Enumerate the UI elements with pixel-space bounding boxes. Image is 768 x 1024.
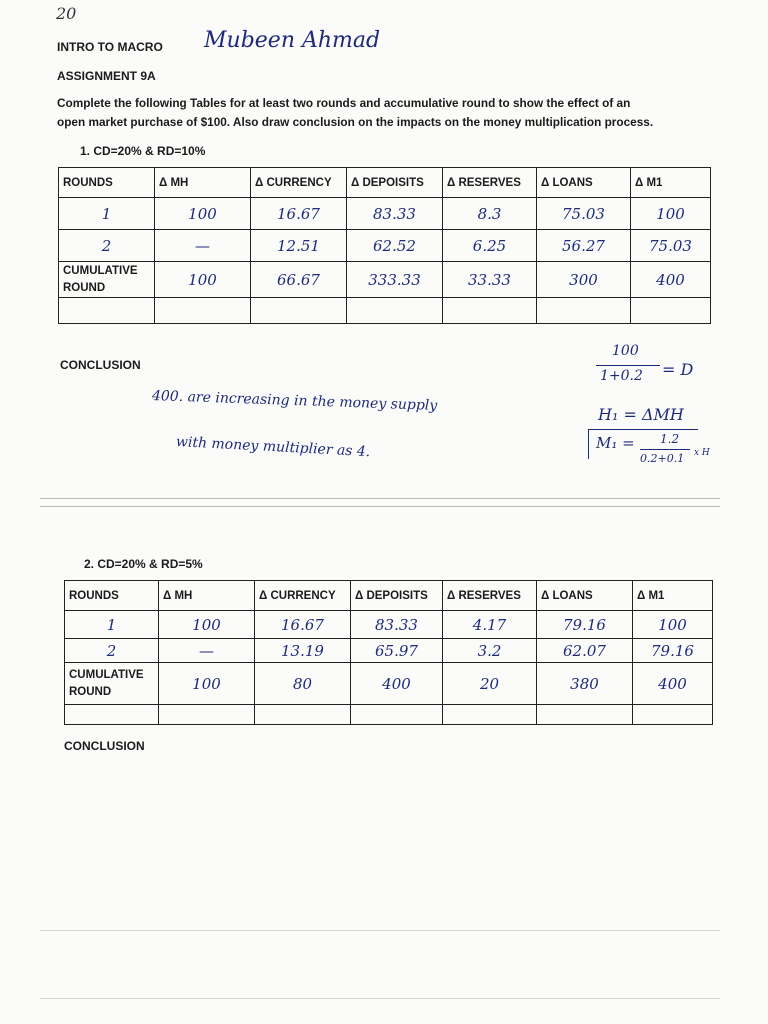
- cell-loans: 56.27: [537, 230, 631, 262]
- cell-reserves: 4.17: [443, 611, 537, 639]
- cell-round: 2: [65, 639, 159, 663]
- table1-header-row: [59, 168, 711, 198]
- col-header-reserves: Δ RESERVES: [443, 581, 537, 611]
- cell-reserves: 20: [443, 663, 537, 705]
- table-row-empty: [59, 298, 711, 324]
- col-header-deposits: Δ DEPOISITS: [347, 168, 443, 198]
- cell-mh: 100: [155, 198, 251, 230]
- cell-m1: 400: [631, 262, 711, 298]
- cell-currency: 16.67: [255, 611, 351, 639]
- table2-conclusion-label: CONCLUSION: [64, 739, 145, 753]
- cell-mh: 100: [155, 262, 251, 298]
- table1-conclusion-text-1: 400. are increasing in the money supply: [151, 388, 438, 414]
- side-calc-line2: H₁ = ΔMH: [598, 405, 684, 424]
- student-name: Mubeen Ahmad: [204, 28, 381, 53]
- cell-mh: —: [159, 639, 255, 663]
- col-header-loans: Δ LOANS: [537, 168, 631, 198]
- cell-round: 1: [65, 611, 159, 639]
- table-row: [65, 611, 713, 639]
- cell-deposits: 65.97: [351, 639, 443, 663]
- cell-currency: 66.67: [251, 262, 347, 298]
- instructions-line-2: open market purchase of $100. Also draw conclusion on the impacts on the money multiplication process.: [57, 115, 654, 129]
- cell-loans: 300: [537, 262, 631, 298]
- cell-round-label: CUMULATIVE ROUND: [59, 262, 155, 298]
- table-row-empty: [65, 705, 713, 725]
- side-calc-denominator: 1+0.2: [600, 368, 643, 384]
- cell-mh: 100: [159, 611, 255, 639]
- cell-mh: —: [155, 230, 251, 262]
- cell-deposits: 83.33: [351, 611, 443, 639]
- col-header-currency: Δ CURRENCY: [251, 168, 347, 198]
- cell-loans: 79.16: [537, 611, 633, 639]
- course-title: INTRO TO MACRO: [57, 40, 163, 54]
- table1-heading: 1. CD=20% & RD=10%: [80, 144, 206, 158]
- cell-loans: 380: [537, 663, 633, 705]
- cell-deposits: 83.33: [347, 198, 443, 230]
- table2: [64, 580, 713, 725]
- col-header-rounds: ROUNDS: [59, 168, 155, 198]
- assignment-title: ASSIGNMENT 9A: [57, 69, 156, 83]
- cell-deposits: 62.52: [347, 230, 443, 262]
- col-header-reserves: Δ RESERVES: [443, 168, 537, 198]
- cell-m1: 100: [633, 611, 713, 639]
- cell-round-label: CUMULATIVE ROUND: [65, 663, 159, 705]
- corner-mark: 20: [56, 4, 77, 23]
- table-row: [59, 198, 711, 230]
- cell-reserves: 33.33: [443, 262, 537, 298]
- side-calc-fraction-line: [596, 365, 660, 366]
- side-calc-line3-left: M₁ =: [596, 434, 635, 452]
- cell-deposits: 333.33: [347, 262, 443, 298]
- table-row: [65, 639, 713, 663]
- table1: [58, 167, 711, 324]
- cell-m1: 400: [633, 663, 713, 705]
- cell-loans: 62.07: [537, 639, 633, 663]
- table1-conclusion-label: CONCLUSION: [60, 358, 141, 372]
- side-calc-equals: = D: [662, 360, 694, 379]
- table-row: [65, 663, 713, 705]
- cell-currency: 80: [255, 663, 351, 705]
- table2-heading: 2. CD=20% & RD=5%: [84, 557, 203, 571]
- cell-reserves: 6.25: [443, 230, 537, 262]
- instructions-line-1: Complete the following Tables for at least two rounds and accumulative round to show the effect of an: [57, 96, 631, 110]
- cell-m1: 79.16: [633, 639, 713, 663]
- col-header-m1: Δ M1: [631, 168, 711, 198]
- cell-m1: 100: [631, 198, 711, 230]
- cell-m1: 75.03: [631, 230, 711, 262]
- side-calc-numerator: 100: [612, 343, 639, 359]
- col-header-rounds: ROUNDS: [65, 581, 159, 611]
- table1-conclusion-text-2: with money multiplier as 4.: [175, 434, 371, 461]
- table-row: [59, 262, 711, 298]
- col-header-m1: Δ M1: [633, 581, 713, 611]
- cell-currency: 12.51: [251, 230, 347, 262]
- table2-header-row: [65, 581, 713, 611]
- side-calc-box-left: [588, 429, 589, 459]
- side-calc-line3-tail: x H: [694, 448, 710, 458]
- cell-currency: 16.67: [251, 198, 347, 230]
- cell-reserves: 3.2: [443, 639, 537, 663]
- cell-mh: 100: [159, 663, 255, 705]
- col-header-loans: Δ LOANS: [537, 581, 633, 611]
- cell-reserves: 8.3: [443, 198, 537, 230]
- side-calc-line3-den: 0.2+0.1: [640, 452, 685, 465]
- col-header-mh: Δ MH: [159, 581, 255, 611]
- side-calc-box-top: [588, 429, 698, 430]
- side-calc-line3-num: 1.2: [660, 432, 680, 446]
- table-row: [59, 230, 711, 262]
- cell-round: 1: [59, 198, 155, 230]
- cell-deposits: 400: [351, 663, 443, 705]
- col-header-currency: Δ CURRENCY: [255, 581, 351, 611]
- cell-round: 2: [59, 230, 155, 262]
- col-header-mh: Δ MH: [155, 168, 251, 198]
- cell-currency: 13.19: [255, 639, 351, 663]
- cell-loans: 75.03: [537, 198, 631, 230]
- side-calc-line3-bar: [640, 449, 690, 450]
- col-header-deposits: Δ DEPOISITS: [351, 581, 443, 611]
